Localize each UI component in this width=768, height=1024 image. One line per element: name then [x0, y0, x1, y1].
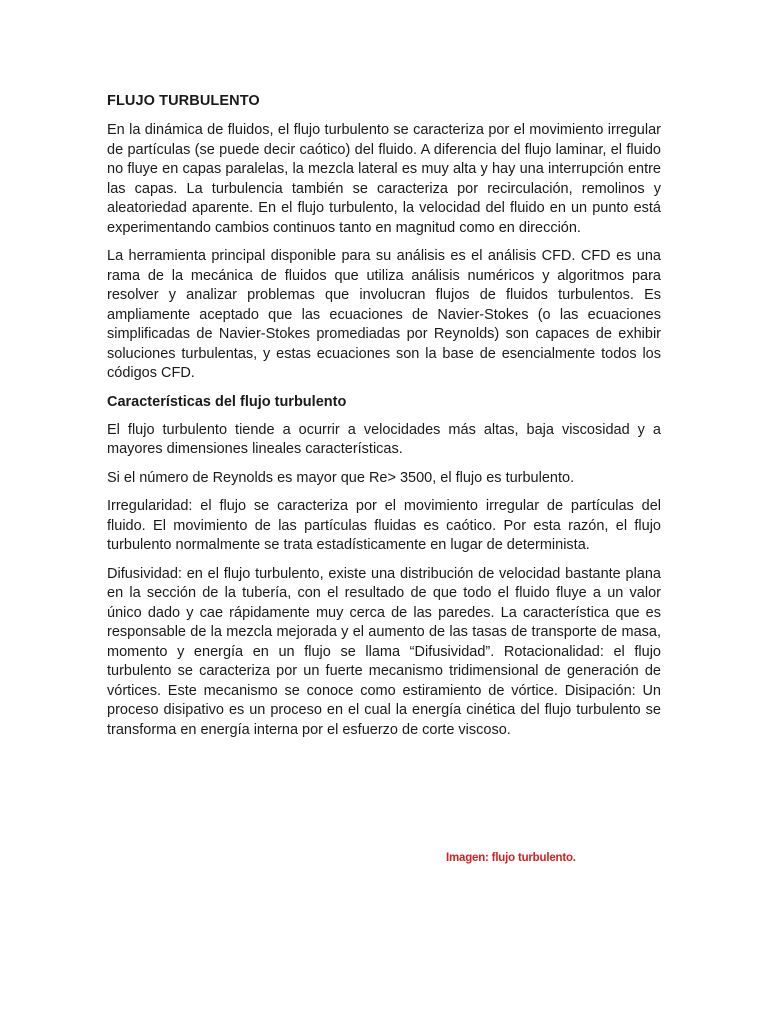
- image-caption: Imagen: flujo turbulento.: [446, 852, 576, 864]
- reynolds-paragraph: Si el número de Reynolds es mayor que Re> 3500, el flujo es turbulento.: [107, 469, 575, 486]
- section-heading: Características del flujo turbulento: [107, 393, 347, 410]
- document-body: [107, 92, 661, 740]
- intro-paragraph-1: En la dinámica de fluidos, el flujo turbulento se caracteriza por el movimiento irregular de partículas (se puede decir caótico) del fluido. A diferencia del flujo laminar, el fluido no fluye en capas paralelas, la mezcla lateral es muy alta y hay una interrupción entre las capas. La turbulencia también se caracteriza por recirculación, remolinos y aleatoriedad aparente. En el flujo turbulento, la velocidad del fluido en un punto está experimentando cambios continuos tanto en magnitud como en dirección.: [107, 122, 661, 236]
- diffusivity-paragraph: Difusividad: en el flujo turbulento, existe una distribución de velocidad bastante plana en la sección de la tubería, con el resultado de que todo el fluido fluye a un valor único dado y cae rápidamente muy cerca de las paredes. La característica que es responsable de la mezcla mejorada y el aumento de las tasas de transporte de masa, momento y energía en un flujo se llama “Difusividad”. Rotacionalidad: el flujo turbulento se caracteriza por un fuerte mecanismo tridimensional de generación de vórtices. Este mecanismo se conoce como estiramiento de vórtice. Disipación: Un proceso disipativo es un proceso en el cual la energía cinética del flujo turbulento se transforma en energía interna por el esfuerzo de corte viscoso.: [107, 565, 661, 738]
- intro-paragraph-2: La herramienta principal disponible para su análisis es el análisis CFD. CFD es una rama de la mecánica de fluidos que utiliza análisis numéricos y algoritmos para resolver y analizar problemas que involucran flujos de fluidos turbulentos. Es ampliamente aceptado que las ecuaciones de Navier-Stokes (o las ecuaciones simplificadas de Navier-Stokes promediadas por Reynolds) son capaces de exhibir soluciones turbulentas, y estas ecuaciones son la base de esencialmente todos los códigos CFD.: [107, 248, 661, 381]
- document-title: FLUJO TURBULENTO: [107, 93, 260, 109]
- characteristics-paragraph-1: El flujo turbulento tiende a ocurrir a velocidades más altas, baja viscosidad y a mayores dimensiones lineales características.: [107, 421, 661, 457]
- irregularity-paragraph: Irregularidad: el flujo se caracteriza por el movimiento irregular de partículas del fluido. El movimiento de las partículas fluidas es caótico. Por esta razón, el flujo turbulento normalmente se trata estadísticamente en lugar de determinista.: [107, 498, 661, 553]
